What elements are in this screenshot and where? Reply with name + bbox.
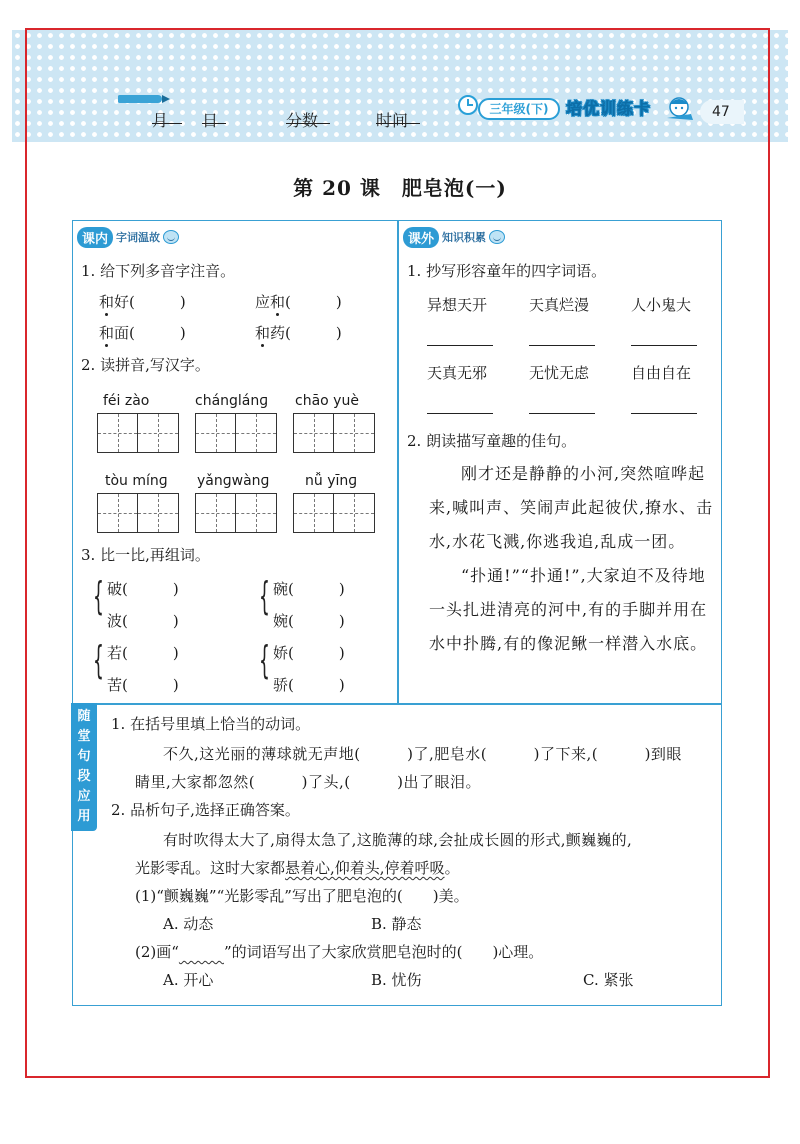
pinyin-4: tòu mínɡ xyxy=(105,473,168,489)
compare-item-1[interactable]: 破( ) xyxy=(107,580,179,598)
side-tag-char: 段 xyxy=(77,769,91,784)
writing-grid-2[interactable] xyxy=(195,413,277,453)
idiom-3: 人小鬼大 xyxy=(631,296,692,314)
bottom-q2: 2. 品析句子,选择正确答案。 xyxy=(111,801,300,819)
bottom-q1: 1. 在括号里填上恰当的动词。 xyxy=(111,715,311,733)
clock-icon xyxy=(458,95,478,115)
wavy-underlined-phrase: 悬着心,仰着头,停着呼吸 xyxy=(285,859,445,877)
compare-item-8[interactable]: 骄( ) xyxy=(273,676,345,694)
sub-question-2: (2)画“ ”的词语写出了大家欣赏肥皂泡时的( )心理。 xyxy=(135,943,544,961)
extracurricular-tag-sub: 知识积累 xyxy=(442,231,487,244)
side-tag-char: 堂 xyxy=(77,729,91,744)
writing-grid-1[interactable] xyxy=(97,413,179,453)
idiom-5: 无忧无虑 xyxy=(529,364,590,382)
in-class-section xyxy=(72,220,398,704)
option-1b[interactable]: B. 静态 xyxy=(371,915,422,933)
copy-line-5[interactable] xyxy=(529,413,595,414)
writing-grid-3[interactable] xyxy=(293,413,375,453)
copy-line-2[interactable] xyxy=(529,345,595,346)
lesson-title: 第 20 课 肥皂泡(一) xyxy=(293,176,507,200)
polyphone-item-2[interactable]: 应和( ) xyxy=(255,293,342,311)
writing-grid-5[interactable] xyxy=(195,493,277,533)
copy-line-4[interactable] xyxy=(427,413,493,414)
copy-line-6[interactable] xyxy=(631,413,697,414)
pinyin-6: nǚ yīnɡ xyxy=(305,473,358,489)
in-class-tag xyxy=(77,226,179,248)
score-blank[interactable] xyxy=(286,106,330,124)
passage-2: “扑通!”“扑通!”,大家迫不及待地一头扎进清亮的河中,有的手脚并用在水中扑腾,有的像泥鳅一样潜入水底。 xyxy=(429,566,708,653)
day-label: 日 xyxy=(202,111,219,130)
compare-item-6[interactable]: 苦( ) xyxy=(107,676,179,694)
polyphone-item-3[interactable]: 和面( ) xyxy=(99,324,186,342)
idiom-6: 自由自在 xyxy=(631,364,692,382)
writing-grid-4[interactable] xyxy=(97,493,179,533)
brace-4: { xyxy=(259,638,270,682)
bottom-q2-line1: 有时吹得太大了,扇得太急了,这脆薄的球,会扯成长圆的形式,颤巍巍的, xyxy=(163,831,633,849)
idiom-1: 异想天开 xyxy=(427,296,488,314)
bottom-q2-line2: 光影零乱。这时大家都悬着心,仰着头,停着呼吸。 xyxy=(135,859,460,877)
boy-mascot-icon xyxy=(665,96,695,122)
idiom-4: 天真无邪 xyxy=(427,364,488,382)
extracurricular-tag xyxy=(403,226,505,248)
pinyin-1: féi zào xyxy=(103,393,150,409)
pinyin-5: yǎnɡwànɡ xyxy=(197,473,270,489)
smile-icon xyxy=(489,230,505,244)
compare-item-7[interactable]: 娇( ) xyxy=(273,644,345,662)
polyphone-item-1[interactable]: 和好( ) xyxy=(99,293,186,311)
side-tag-char: 句 xyxy=(77,749,91,764)
grade-badge: 三年级(下) xyxy=(478,98,560,120)
pencil-icon xyxy=(118,95,162,103)
option-2b[interactable]: B. 忧伤 xyxy=(371,971,422,989)
side-tag-char: 用 xyxy=(77,809,91,824)
bottom-q1-line2[interactable]: 睛里,大家都忽然( )了头,( )出了眼泪。 xyxy=(135,773,481,791)
right-q1: 1. 抄写形容童年的四字词语。 xyxy=(407,262,607,280)
idiom-2: 天真烂漫 xyxy=(529,296,590,314)
brace-3: { xyxy=(93,638,104,682)
compare-item-2[interactable]: 波( ) xyxy=(107,612,179,630)
writing-grid-6[interactable] xyxy=(293,493,375,533)
copy-line-3[interactable] xyxy=(631,345,697,346)
compare-item-3[interactable]: 碗( ) xyxy=(273,580,345,598)
left-q2: 2. 读拼音,写汉字。 xyxy=(81,356,210,374)
option-1a[interactable]: A. 动态 xyxy=(163,915,214,933)
polyphone-item-4[interactable]: 和药( ) xyxy=(255,324,342,342)
in-class-tag-pill: 课内 xyxy=(77,227,113,248)
left-q1: 1. 给下列多音字注音。 xyxy=(81,262,236,280)
bottom-q1-line1[interactable]: 不久,这光丽的薄球就无声地( )了,肥皂水( )了下来,( )到眼 xyxy=(163,745,682,763)
page-number: 47 xyxy=(700,100,744,124)
copy-line-1[interactable] xyxy=(427,345,493,346)
extracurricular-tag-pill: 课外 xyxy=(403,227,439,248)
passage-1: 刚才还是静静的小河,突然喧哗起来,喊叫声、笑闹声此起彼伏,撩水、击水,水花飞溅,你逃我追,乱成一团。 xyxy=(429,464,714,551)
card-title: 培优训练卡 xyxy=(566,99,652,118)
extracurricular-section xyxy=(398,220,722,704)
in-class-tag-sub: 字词温故 xyxy=(116,231,161,244)
time-label: 时间 xyxy=(376,111,409,130)
wavy-sample-mark xyxy=(179,943,224,961)
side-tag-char: 随 xyxy=(77,709,91,724)
in-class-application-section xyxy=(72,704,722,1006)
right-q2: 2. 朗读描写童趣的佳句。 xyxy=(407,432,577,450)
compare-item-4[interactable]: 婉( ) xyxy=(273,612,345,630)
score-label: 分数 xyxy=(286,111,319,130)
brace-1: { xyxy=(93,574,104,618)
pinyin-3: chāo yuè xyxy=(295,393,359,409)
month-label: 月 xyxy=(152,111,169,130)
option-2c[interactable]: C. 紧张 xyxy=(583,971,634,989)
sub-question-1: (1)“颤巍巍”“光影零乱”写出了肥皂泡的( )美。 xyxy=(135,887,469,905)
time-blank[interactable] xyxy=(376,106,420,124)
pinyin-2: chánglánɡ xyxy=(195,393,269,409)
application-side-tag xyxy=(71,703,97,831)
option-2a[interactable]: A. 开心 xyxy=(163,971,214,989)
brace-2: { xyxy=(259,574,270,618)
left-q3: 3. 比一比,再组词。 xyxy=(81,546,210,564)
compare-item-5[interactable]: 若( ) xyxy=(107,644,179,662)
smile-icon xyxy=(163,230,179,244)
side-tag-char: 应 xyxy=(77,789,91,804)
